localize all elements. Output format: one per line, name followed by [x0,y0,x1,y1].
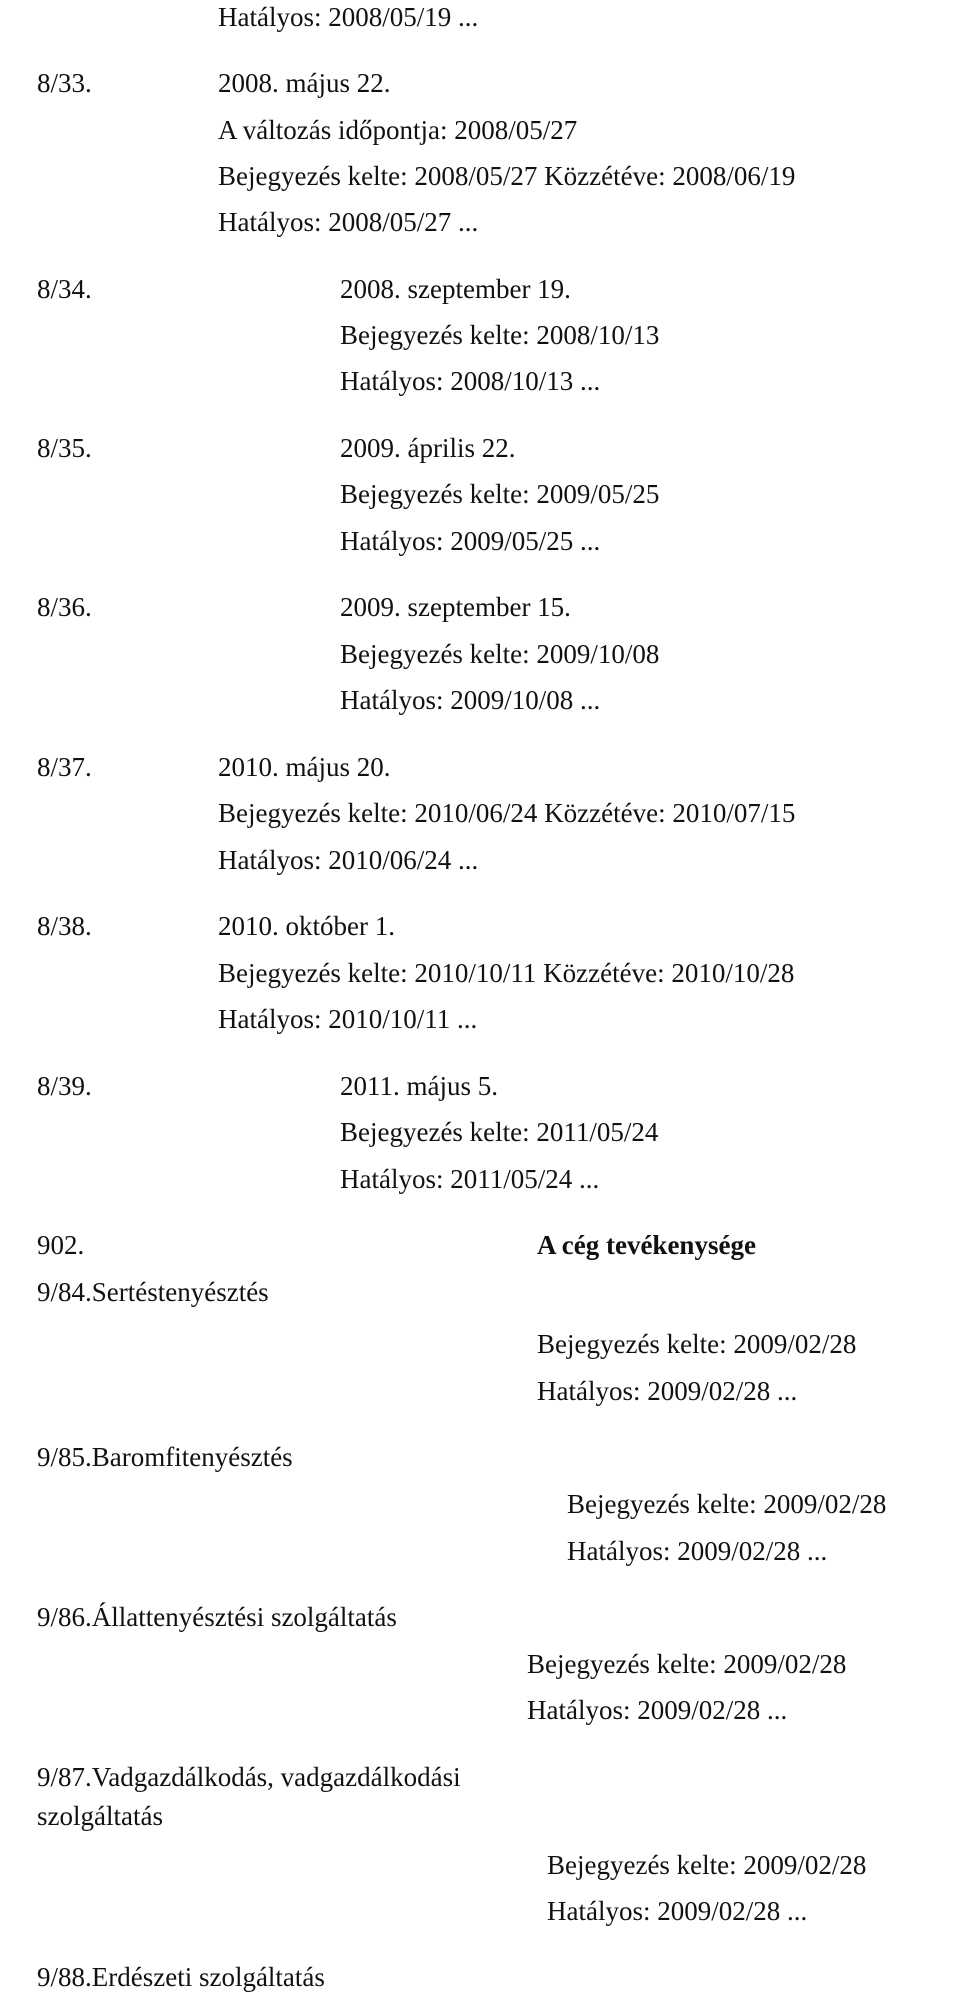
entry-line: Bejegyezés kelte: 2009/05/25 [340,479,660,509]
entry-line: Hatályos: 2011/05/24 ... [340,1164,600,1194]
entry-line: Bejegyezés kelte: 2008/05/27 Közzétéve: 2008/06/19 [218,161,796,191]
entry-id: 8/33. [37,68,92,98]
activity-hatalyos: Hatályos: 2009/02/28 ... [547,1896,808,1926]
entry-line: 2009. szeptember 15. [340,592,571,622]
activity-bejegyzes: Bejegyezés kelte: 2009/02/28 [527,1649,847,1679]
activity-label: 9/87.Vadgazdálkodás, vadgazdálkodási [37,1762,461,1792]
entry-line: 2008. szeptember 19. [340,274,571,304]
entry-line: A változás időpontja: 2008/05/27 [218,115,578,145]
entry-line: Hatályos: 2008/10/13 ... [340,366,601,396]
activity-bejegyzes: Bejegyezés kelte: 2009/02/28 [547,1850,867,1880]
activity-label: 9/84.Sertéstenyésztés [37,1277,269,1307]
entry-line: Hatályos: 2009/10/08 ... [340,685,601,715]
entry-line: Bejegyezés kelte: 2010/10/11 Közzétéve: 2010/10/28 [218,958,795,988]
activity-bejegyzes: Bejegyezés kelte: 2009/02/28 [567,1489,887,1519]
activity-hatalyos: Hatályos: 2009/02/28 ... [537,1376,798,1406]
activity-hatalyos: Hatályos: 2009/02/28 ... [527,1695,788,1725]
entry-id: 8/34. [37,274,92,304]
entry-line: Bejegyezés kelte: 2011/05/24 [340,1117,659,1147]
entry-line: Hatályos: 2008/05/19 ... [218,2,479,32]
entry-line: Hatályos: 2010/06/24 ... [218,845,479,875]
entry-line: 2009. április 22. [340,433,516,463]
entry-line: Hatályos: 2008/05/27 ... [218,207,479,237]
activity-label-continued: szolgáltatás [37,1801,163,1831]
entry-id: 8/38. [37,911,92,941]
entry-id: 8/39. [37,1071,92,1101]
entry-id: 8/37. [37,752,92,782]
activity-bejegyzes: Bejegyezés kelte: 2009/02/28 [537,1329,857,1359]
entry-line: 2010. május 20. [218,752,391,782]
entry-id: 8/35. [37,433,92,463]
activity-hatalyos: Hatályos: 2009/02/28 ... [567,1536,828,1566]
entry-line: Bejegyezés kelte: 2009/10/08 [340,639,660,669]
entry-line: 2008. május 22. [218,68,391,98]
entry-line: Bejegyezés kelte: 2010/06/24 Közzétéve: 2010/07/15 [218,798,796,828]
activity-label: 9/88.Erdészeti szolgáltatás [37,1962,325,1992]
activity-label: 9/86.Állattenyésztési szolgáltatás [37,1602,397,1632]
entry-line: 2011. május 5. [340,1071,498,1101]
entry-line: Hatályos: 2010/10/11 ... [218,1004,478,1034]
entry-line: Hatályos: 2009/05/25 ... [340,526,601,556]
activity-label: 9/85.Baromfitenyésztés [37,1442,293,1472]
section-title: A cég tevékenysége [537,1230,756,1260]
entry-id: 8/36. [37,592,92,622]
entry-line: 2010. október 1. [218,911,395,941]
entry-line: Bejegyezés kelte: 2008/10/13 [340,320,660,350]
section-number: 902. [37,1230,85,1260]
